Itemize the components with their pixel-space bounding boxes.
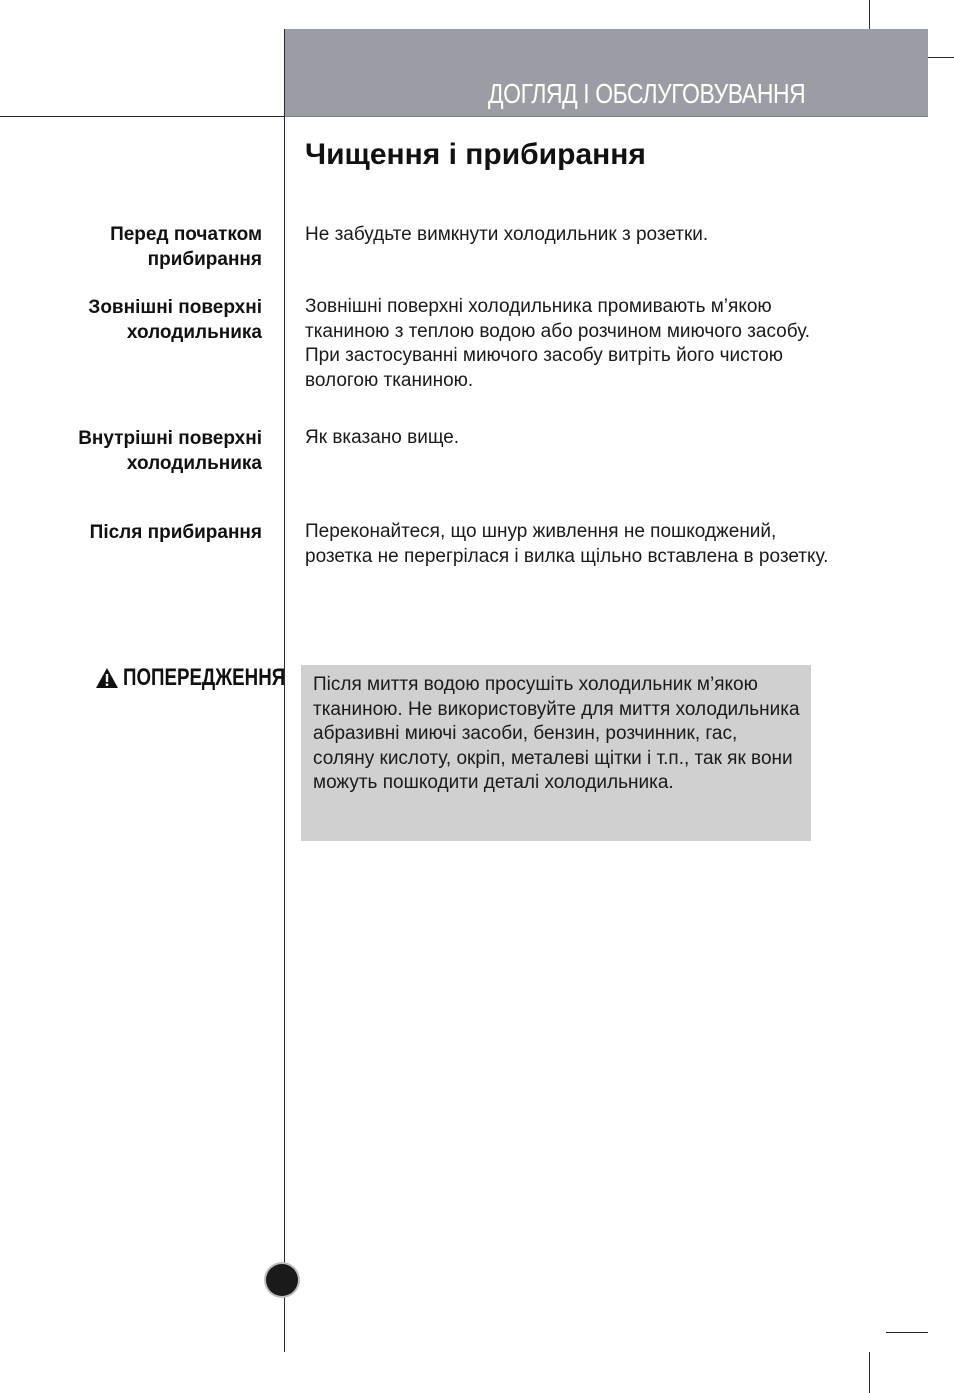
crop-mark-right-bottom bbox=[886, 1332, 928, 1333]
warning-box bbox=[301, 665, 811, 841]
item-label-after-cleaning: Після прибирання bbox=[89, 522, 262, 543]
item-label-exterior: Зовнішні поверхні холодильника bbox=[88, 297, 262, 343]
item-text-before-cleaning: Не забудьте вимкнути холодильник з розетки. bbox=[305, 224, 709, 245]
item-label-before-cleaning: Перед початком прибирання bbox=[110, 224, 262, 270]
item-label-interior: Внутрішні поверхні холодильника bbox=[78, 428, 262, 474]
section-heading: ДОГЛЯД І ОБСЛУГОВУВАННЯ bbox=[488, 78, 806, 109]
warning-text: Після миття водою просушіть холодильник м’якою тканиною. Не використовуйте для миття холодильника абразивні миючі засоби, бензин, розчинник, гас, соляну кислоту, окріп, металеві щітки і т.п., так як вони можуть пошкодити деталі холодильника. bbox=[313, 674, 800, 793]
item-text-after-cleaning: Переконайтеся, що шнур живлення не пошкоджений, розетка не перегрілася і вилка щільно вставлена в розетку. bbox=[305, 521, 829, 567]
crop-mark-top bbox=[869, 0, 870, 29]
crop-mark-bottom bbox=[869, 1352, 870, 1393]
warning-label bbox=[95, 664, 286, 692]
warning-label-text: ПОПЕРЕДЖЕННЯ bbox=[123, 664, 286, 691]
item-text-interior: Як вказано вище. bbox=[305, 427, 460, 448]
top-left-rule bbox=[0, 116, 285, 117]
header-bottom-rule bbox=[285, 116, 928, 117]
page-title: Чищення і прибирання bbox=[305, 138, 646, 171]
warning-triangle-icon bbox=[95, 667, 119, 689]
item-text-exterior: Зовнішні поверхні холодильника промивають м’якою тканиною з теплою водою або розчином миючого засобу. При застосуванні миючого засобу витріть його чистою вологою тканиною. bbox=[305, 296, 811, 391]
page-marker-dot bbox=[266, 1264, 298, 1296]
